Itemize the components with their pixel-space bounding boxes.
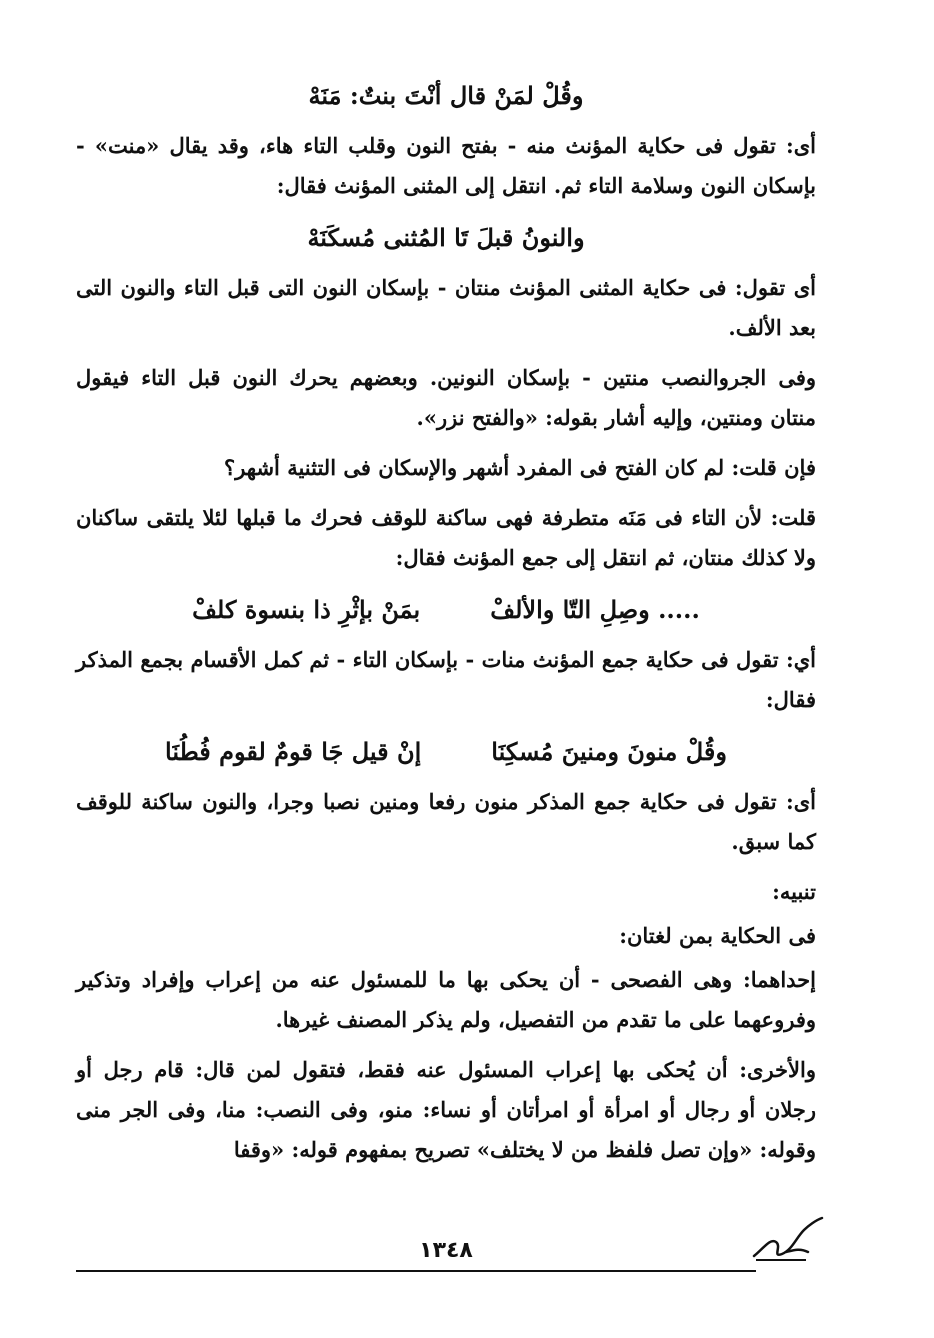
paragraph-4: فإن قلت: لم كان الفتح فى المفرد أشهر والإسكان فى التثنية أشهر؟ bbox=[224, 455, 816, 480]
verse-4 bbox=[76, 730, 816, 774]
paragraph-10: والأخرى: أن يُحكى بها إعراب المسئول عنه فقط، فتقول لمن قال: قام رجل أو رجلان أو رجال أو امرأة أو امرأتان أو نساء: منو، وفى النصب: منا، وفى الجر منى وقوله: «وإن تصل فلفظ من لا يختلف» تصريح بمفهوم قوله: «وقفا bbox=[76, 1057, 816, 1162]
paragraph-7: أى: تقول فى حكاية جمع المذكر منون رفعا ومنين نصبا وجرا، والنون ساكنة للوقف كما سبق. bbox=[76, 789, 816, 854]
page-body bbox=[76, 74, 816, 1170]
verse-1: وقُلْ لمَنْ قال أنْتَ بنتٌ: مَنَهْ bbox=[308, 81, 584, 110]
verse-4-hemistich-left: إنْ قيل جَا قومٌ لقوم فُطُنَا bbox=[165, 737, 422, 766]
paragraph-8: فى الحكاية بمن لغتان: bbox=[619, 923, 816, 948]
note-heading: تنبيه: bbox=[772, 879, 816, 904]
verse-4-hemistich-right: وقُلْ منونَ ومنينَ مُسكِنَا bbox=[491, 737, 727, 766]
paragraph-1: أى: تقول فى حكاية المؤنث منه - بفتح النون وقلب التاء هاء، وقد يقال «منت» - بإسكان النون وسلامة التاء ثم. انتقل إلى المثنى المؤنث فقال: bbox=[76, 133, 816, 198]
paragraph-2: أى تقول: فى حكاية المثنى المؤنث منتان - بإسكان النون التى قبل التاء والنون التى بعد الألف. bbox=[76, 275, 816, 340]
page-footer bbox=[76, 1238, 816, 1278]
paragraph-6: أي: تقول فى حكاية جمع المؤنث منات - بإسكان التاء - ثم كمل الأقسام بجمع المذكر فقال: bbox=[76, 647, 816, 712]
footer-rule bbox=[76, 1270, 756, 1272]
paragraph-9: إحداهما: وهى الفصحى - أن يحكى بها ما للمسئول عنه من إعراب وإفراد وتذكير وفروعهما على ما تقدم من التفصيل، ولم يذكر المصنف غيرها. bbox=[76, 967, 816, 1032]
paragraph-5: قلت: لأن التاء فى مَنَه متطرفة فهى ساكنة للوقف فحرك ما قبلها لئلا يلتقى ساكنان ولا كذلك منتان، ثم انتقل إلى جمع المؤنث فقال: bbox=[76, 505, 816, 570]
verse-3 bbox=[76, 588, 816, 632]
verse-3-hemistich-left: بمَنْ بإثْرِ ذا بنسوة كلفْ bbox=[192, 595, 421, 624]
paragraph-3: وفى الجروالنصب منتين - بإسكان النونين. وبعضهم يحرك النون قبل التاء فيقول منتان ومنتين، وإليه أشار بقوله: «والفتح نزر». bbox=[76, 365, 816, 430]
page-number: ١٣٤٨ bbox=[419, 1238, 473, 1263]
signature-icon bbox=[746, 1208, 826, 1268]
verse-3-hemistich-right: ..... وصِلِ التّا والألفْ bbox=[490, 595, 700, 624]
verse-2: والنونُ قبلَ تَا المُثنى مُسكَنَهْ bbox=[307, 223, 585, 252]
